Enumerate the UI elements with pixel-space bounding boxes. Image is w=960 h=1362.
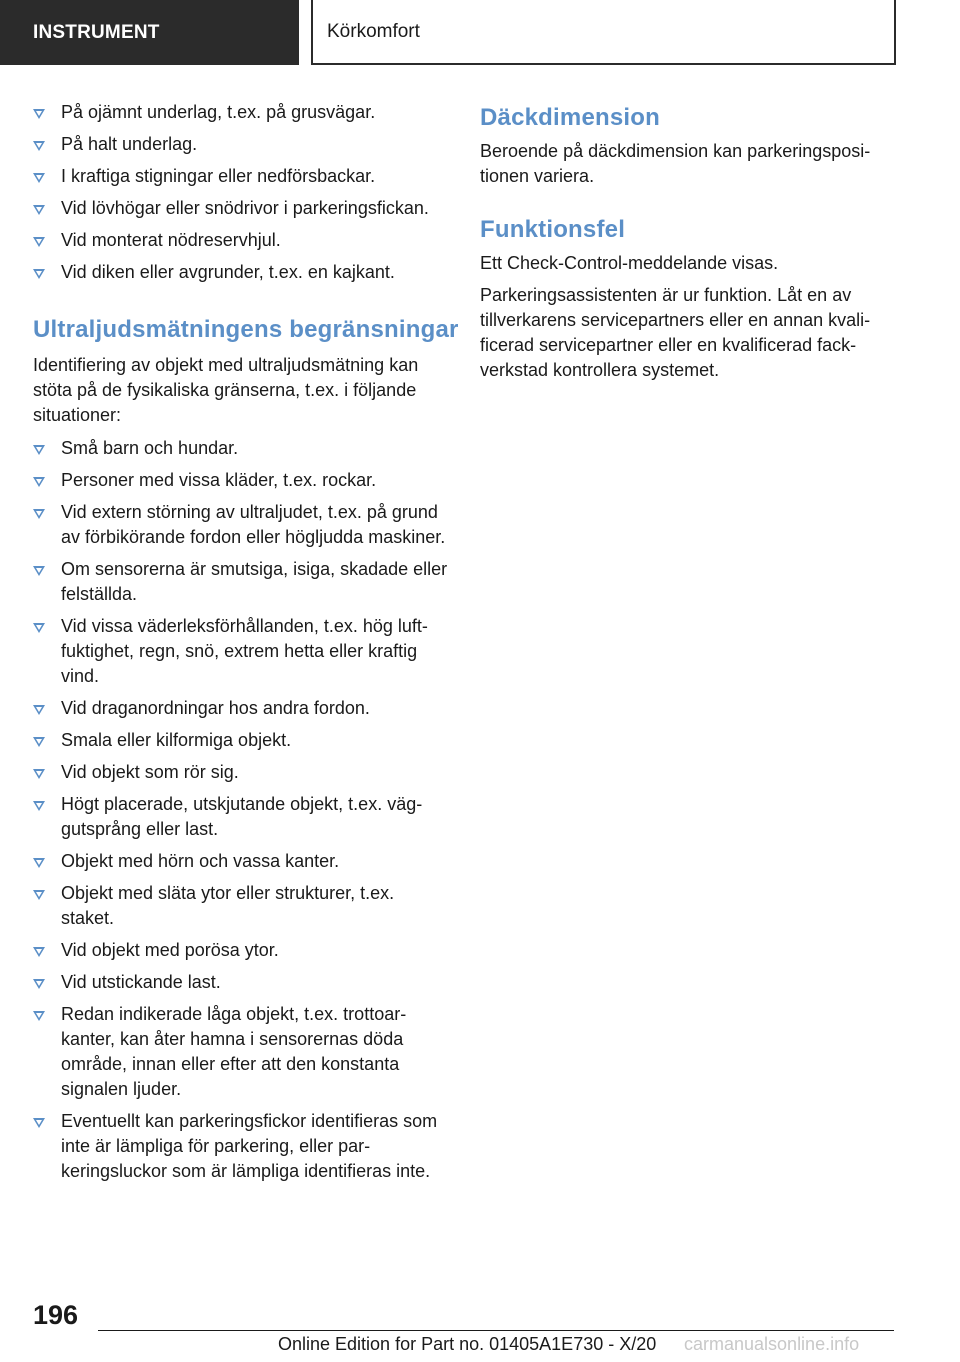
triangle-bullet-icon [33,269,45,279]
triangle-bullet-icon [33,109,45,119]
list-item: Personer med vissa kläder, t.ex. rockar. [33,468,451,493]
list-item: Smala eller kilformiga objekt. [33,728,451,753]
list-item: Vid draganordningar hos andra fordon. [33,696,451,721]
right-column [480,100,900,383]
triangle-bullet-icon [33,1011,45,1021]
triangle-bullet-icon [33,947,45,957]
list-item: Vid extern störning av ultraljudet, t.ex. på grund av förbikörande fordon eller högljudda maskiner. [33,500,451,550]
triangle-bullet-icon [33,445,45,455]
triangle-bullet-icon [33,890,45,900]
triangle-bullet-icon [33,858,45,868]
triangle-bullet-icon [33,509,45,519]
tire-size-text: Beroende på däckdimension kan parkeringsposi-tionen variera. [480,141,871,186]
limitations-intro: Identifiering av objekt med ultraljudsmätning kan stöta på de fysikaliska gränserna, t.ex. i följande situationer: [33,355,419,425]
chapter-title: Körkomfort [327,20,420,42]
triangle-bullet-icon [33,737,45,747]
malfunction-text-1: Ett Check-Control-meddelande visas. [480,253,779,273]
list-item: Om sensorerna är smutsiga, isiga, skadade eller felställda. [33,557,451,607]
triangle-bullet-icon [33,205,45,215]
triangle-bullet-icon [33,769,45,779]
triangle-bullet-icon [33,173,45,183]
list-item: På ojämnt underlag, t.ex. på grusvägar. [33,100,451,125]
chapter-tab [311,0,896,65]
list-item: Eventuellt kan parkeringsfickor identifieras som inte är lämpliga för parkering, eller par-keringsluckor som är lämpliga identifieras inte. [33,1109,451,1184]
triangle-bullet-icon [33,237,45,247]
triangle-bullet-icon [33,477,45,487]
malfunction-text-2: Parkeringsassistenten är ur funktion. Låt en av tillverkarens servicepartners eller en annan kvali-ficerad servicepartner eller en kvalificerad fack-verkstad kontrollera systemet. [480,285,871,380]
triangle-bullet-icon [33,979,45,989]
list-item: Vid objekt som rör sig. [33,760,451,785]
page-number: 196 [33,1300,79,1330]
left-column [33,100,459,1191]
list-item: Vid utstickande last. [33,970,451,995]
watermark: carmanualsonline.info [684,1334,860,1354]
list-item: På halt underlag. [33,132,451,157]
section-heading-malfunction: Funktionsfel [480,216,626,243]
bullet-list-limitations [33,436,451,1184]
list-item: Vid lövhögar eller snödrivor i parkeringsfickan. [33,196,451,221]
list-item: Vid objekt med porösa ytor. [33,938,451,963]
list-item: Vid vissa väderleksförhållanden, t.ex. hög luft-fuktighet, regn, snö, extrem hetta eller kraftig vind. [33,614,451,689]
triangle-bullet-icon [33,566,45,576]
list-item: I kraftiga stigningar eller nedförsbackar. [33,164,451,189]
footer-divider [98,1330,894,1331]
edition-text: Online Edition for Part no. 01405A1E730 - X/20 [278,1334,657,1354]
triangle-bullet-icon [33,141,45,151]
bullet-list-top [33,100,451,285]
list-item: Redan indikerade låga objekt, t.ex. trottoar-kanter, kan åter hamna i sensorernas döda område, innan eller efter att den konstanta signalen ljuder. [33,1002,451,1102]
section-title: INSTRUMENT [33,21,160,43]
triangle-bullet-icon [33,705,45,715]
section-heading-limitations: Ultraljudsmätningens begränsningar [33,316,459,343]
section-heading-tire-size: Däckdimension [480,104,660,131]
list-item: Vid monterat nödreservhjul. [33,228,451,253]
triangle-bullet-icon [33,801,45,811]
section-tab [0,0,299,65]
list-item: Vid diken eller avgrunder, t.ex. en kajkant. [33,260,451,285]
triangle-bullet-icon [33,623,45,633]
triangle-bullet-icon [33,1118,45,1128]
list-item: Objekt med släta ytor eller strukturer, t.ex. staket. [33,881,451,931]
list-item: Högt placerade, utskjutande objekt, t.ex. väg-gutsprång eller last. [33,792,451,842]
list-item: Små barn och hundar. [33,436,451,461]
list-item: Objekt med hörn och vassa kanter. [33,849,451,874]
